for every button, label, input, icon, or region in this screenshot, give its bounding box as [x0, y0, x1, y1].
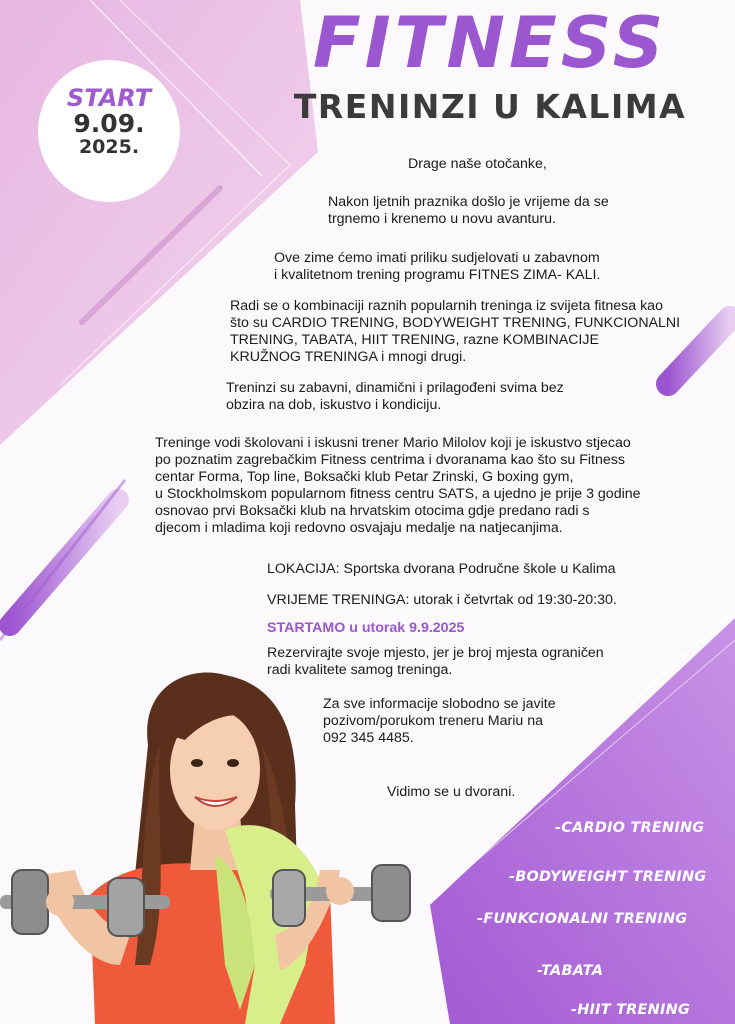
text-line: i kvalitetnom trening programu FITNES ZIMA- KALI.	[274, 267, 601, 283]
poster-title: FITNESS	[312, 2, 668, 84]
text-line: pozivom/porukom treneru Mariu na	[323, 713, 544, 729]
greeting: Drage naše otočanke,	[408, 156, 547, 172]
text-line: KRUŽNOG TRENINGA i mnogi drugi.	[230, 349, 467, 365]
phone-number: 092 345 4485.	[323, 730, 414, 746]
program-item-cardio: -CARDIO TRENING	[555, 820, 705, 836]
start-date-day: 9.09.	[73, 109, 145, 139]
trainer-paragraph	[155, 435, 641, 537]
text-line: u Stockholmskom popularnom fitness centru SATS, a ujedno je prije 3 godine	[155, 486, 641, 502]
text-line: Rezervirajte svoje mjesto, jer je broj mjesta ograničen	[267, 645, 604, 661]
fun-paragraph	[226, 380, 564, 414]
text-line: djecom i mladima koji redovno osvajaju medalje na natjecanjima.	[155, 520, 563, 536]
text-line: centar Forma, Top line, Boksački klub Petar Zrinski, G boxing gym,	[155, 469, 574, 485]
training-types-paragraph	[230, 298, 680, 366]
location-text: LOKACIJA: Sportska dvorana Područne škole u Kalima	[267, 561, 616, 577]
woman-with-dumbbells-photo	[0, 665, 430, 1024]
program-item-funkcionalni: -FUNKCIONALNI TRENING	[477, 911, 688, 927]
text-line: po poznatim zagrebačkim Fitness centrima i dvoranama kao što su Fitness	[155, 452, 625, 468]
start-note-text: STARTAMO u utorak 9.9.2025	[267, 620, 465, 636]
training-time-text: VRIJEME TRENINGA: utorak i četvrtak od 19:30-20:30.	[267, 592, 617, 608]
program-item-bodyweight: -BODYWEIGHT TRENING	[509, 869, 707, 885]
text-line: Nakon ljetnih praznika došlo je vrijeme da se	[328, 194, 609, 210]
poster-subtitle: TRENINZI U KALIMA	[293, 87, 687, 126]
intro-paragraph	[328, 194, 609, 228]
text-line: trgnemo i krenemo u novu avanturu.	[328, 211, 556, 227]
text-line: Za sve informacije slobodno se javite	[323, 696, 556, 712]
text-line: Treninzi su zabavni, dinamični i prilagođeni svima bez	[226, 380, 564, 396]
start-label: START	[66, 84, 152, 112]
text-line: što su CARDIO TRENING, BODYWEIGHT TRENING, FUNKCIONALNI	[230, 315, 681, 331]
pink-panel	[0, 0, 318, 445]
text-line: osnovao prvi Boksački klub na hrvatskim otocima gdje predano radi s	[155, 503, 590, 519]
text-line: Radi se o kombinaciji raznih popularnih treninga iz svijeta fitnesa kao	[230, 298, 663, 314]
program-paragraph	[274, 250, 600, 284]
closing-text: Vidimo se u dvorani.	[387, 784, 516, 800]
start-date-badge	[38, 60, 180, 202]
text-line: TRENING, TABATA, HIIT TRENING, razne KOMBINACIJE	[230, 332, 599, 348]
text-line: Treninge vodi školovani i iskusni trener Mario Milolov koji je iskustvo stjecao	[155, 435, 631, 451]
program-item-hiit: -HIIT TRENING	[571, 1002, 691, 1018]
start-date-year: 2025.	[78, 136, 140, 159]
program-item-tabata: -TABATA	[537, 963, 604, 979]
text-line: radi kvalitete samog treninga.	[267, 662, 453, 678]
text-line: obzira na dob, iskustvo i kondiciju.	[226, 397, 442, 413]
text-line: Ove zime ćemo imati priliku sudjelovati u zabavnom	[274, 250, 600, 266]
